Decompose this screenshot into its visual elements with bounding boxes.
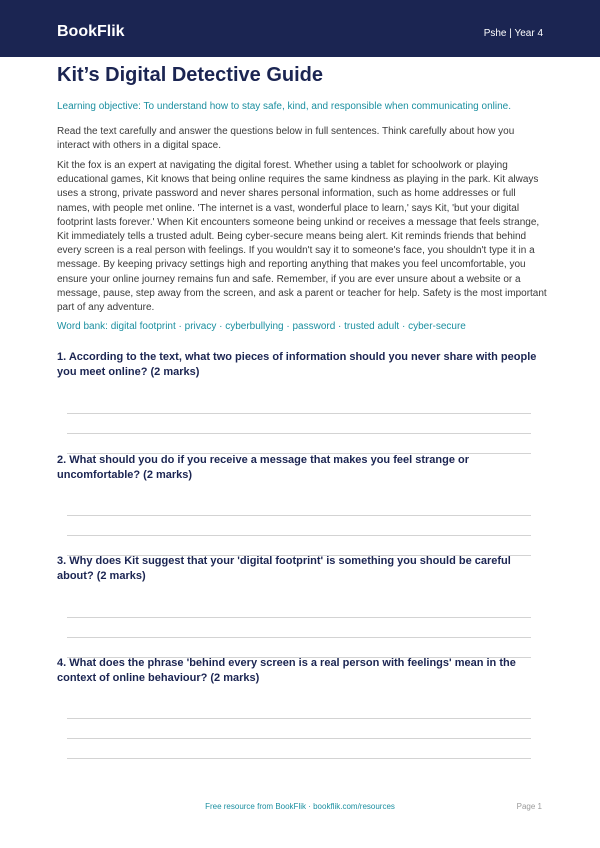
answer-line[interactable]: [67, 413, 531, 414]
answer-line[interactable]: [67, 637, 531, 638]
word-bank: Word bank: digital footprint · privacy · cyberbullying · password · trusted adult · cyber-secure: [57, 321, 466, 332]
learning-objective: Learning objective: To understand how to stay safe, kind, and responsible when communicating online.: [57, 101, 511, 112]
page-title: Kit’s Digital Detective Guide: [57, 64, 323, 86]
question-2: 2. What should you do if you receive a message that makes you feel strange or uncomfortable? (2 marks): [57, 454, 470, 481]
question-1: 1. According to the text, what two pieces of information should you never share with people you meet online? (2 marks): [57, 351, 537, 378]
instructions: Read the text carefully and answer the questions below in full sentences. Think carefully about how you interact with others in a digital space.: [57, 126, 515, 151]
question-4: 4. What does the phrase 'behind every screen is a real person with feelings' mean in the context of online behaviour? (2 marks): [57, 657, 516, 684]
page-number: Page 1: [516, 802, 542, 811]
brand-logo: BookFlik: [57, 23, 125, 40]
answer-line[interactable]: [67, 738, 531, 739]
answer-line[interactable]: [67, 515, 531, 516]
answer-line[interactable]: [67, 433, 531, 434]
reading-passage: Kit the fox is an expert at navigating the digital forest. Whether using a tablet for schoolwork or playing educational games, Kit knows that being online requires the same kindness as playing in the park. Kit always uses a strong, private password and never shares personal information, such as home addresses or full names, with people met online. 'The internet is a vast, wonderful place to learn,' says Kit, 'but your digital footprint lasts forever.' When Kit encounters someone being unkind or receives a message that feels strange, Kit immediately tells a trusted adult. Being cyber-secure means being alert. Kit reminds friends that behind every screen is a real person with feelings. If you wouldn't say it to someone's face, you shouldn't type it in a message. By keeping privacy settings high and reporting anything that makes you feel uncomfortable, you ensure your online journey remains fun and safe. Remember, if you are ever unsure about a website or a message, pause, step away from the screen, and ask a parent or teacher for help. Safety is the most important part of any adventure.: [57, 160, 547, 314]
footer-credit: Free resource from BookFlik · bookflik.com/resources: [205, 802, 395, 811]
answer-line[interactable]: [67, 758, 531, 759]
answer-line[interactable]: [67, 718, 531, 719]
answer-line[interactable]: [67, 535, 531, 536]
answer-line[interactable]: [67, 617, 531, 618]
question-3: 3. Why does Kit suggest that your 'digital footprint' is something you should be careful about? (2 marks): [57, 555, 511, 582]
subject-year-label: Pshe | Year 4: [483, 28, 543, 39]
page-header: [0, 0, 600, 57]
